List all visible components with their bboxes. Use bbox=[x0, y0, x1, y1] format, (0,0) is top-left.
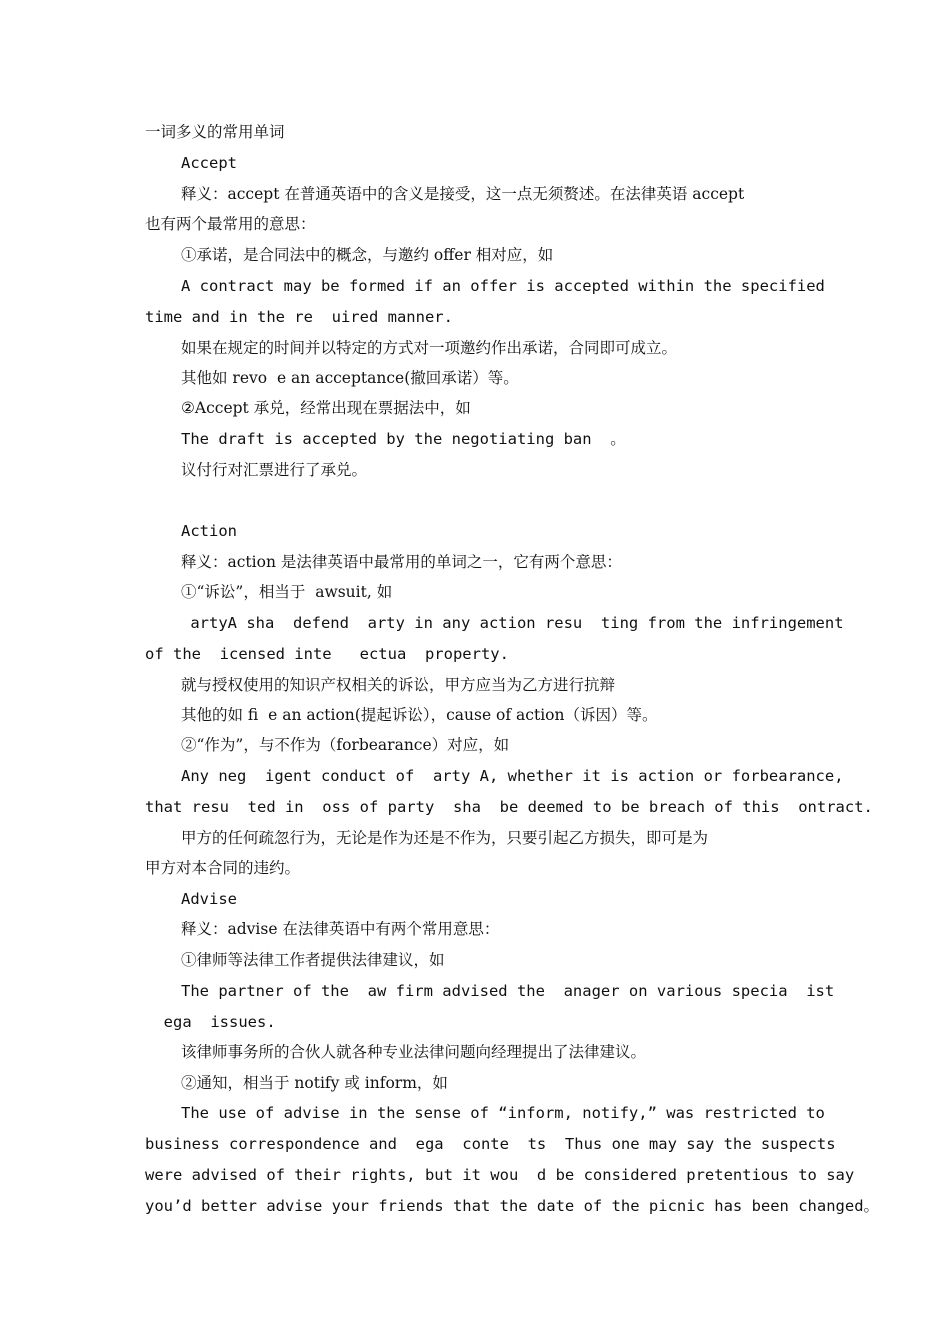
accept-translation-1: 如果在规定的时间并以特定的方式对一项邀约作出承诺，合同即可成立。 bbox=[181, 339, 678, 357]
advise-sense-1: ①律师等法律工作者提供法律建议，如 bbox=[181, 951, 445, 969]
accept-sense-2: ②Accept 承兑，经常出现在票据法中，如 bbox=[181, 399, 471, 417]
action-translation-2: 甲方的任何疏忽行为，无论是作为还是不作为，只要引起乙方损失，即可是为 bbox=[181, 829, 709, 847]
advise-example-2-line-4: you’d better advise your friends that the date of the picnic has been changed。 bbox=[145, 1197, 880, 1215]
action-example-1-continued: of the icensed inte ectua property. bbox=[145, 645, 509, 663]
advise-translation-1: 该律师事务所的合伙人就各种专业法律问题向经理提出了法律建议。 bbox=[181, 1043, 647, 1061]
action-example-1: artyA sha defend arty in any action resu ting from the infringement bbox=[181, 614, 844, 632]
entry-heading-accept: Accept bbox=[181, 154, 237, 172]
action-definition: 释义：action 是法律英语中最常用的单词之一，它有两个意思： bbox=[181, 553, 622, 571]
accept-definition-continued: 也有两个最常用的意思： bbox=[145, 215, 316, 233]
accept-example-1-continued: time and in the re uired manner. bbox=[145, 308, 453, 326]
entry-heading-action: Action bbox=[181, 522, 237, 540]
advise-example-2: The use of advise in the sense of “inform, notify,” was restricted to bbox=[181, 1104, 825, 1122]
accept-definition: 释义：accept 在普通英语中的含义是接受，这一点无须赘述。在法律英语 accept bbox=[181, 185, 745, 203]
action-sense-2: ②“作为”，与不作为（forbearance）对应，如 bbox=[181, 736, 510, 754]
accept-sense-1: ①承诺，是合同法中的概念，与邀约 offer 相对应，如 bbox=[181, 246, 554, 264]
advise-example-1: The partner of the aw firm advised the anager on various specia ist bbox=[181, 982, 835, 1000]
document-title: 一词多义的常用单词 bbox=[145, 123, 285, 141]
accept-example-2: The draft is accepted by the negotiating ban 。 bbox=[181, 430, 626, 448]
advise-sense-2: ②通知，相当于 notify 或 inform，如 bbox=[181, 1074, 448, 1092]
advise-definition: 释义：advise 在法律英语中有两个常用意思： bbox=[181, 920, 500, 938]
accept-note: 其他如 revo e an acceptance(撤回承诺）等。 bbox=[181, 369, 519, 387]
action-note: 其他的如 fi e an action(提起诉讼），cause of action（诉因）等。 bbox=[181, 706, 658, 724]
action-example-2-continued: that resu ted in oss of party sha be deemed to be breach of this ontract. bbox=[145, 798, 873, 816]
advise-example-2-line-3: were advised of their rights, but it wou d be considered pretentious to say bbox=[145, 1166, 855, 1184]
action-example-2: Any neg igent conduct of arty A, whether it is action or forbearance, bbox=[181, 767, 844, 785]
action-translation-2-continued: 甲方对本合同的违约。 bbox=[145, 859, 301, 877]
action-translation-1: 就与授权使用的知识产权相关的诉讼，甲方应当为乙方进行抗辩 bbox=[181, 676, 616, 694]
accept-translation-2: 议付行对汇票进行了承兑。 bbox=[181, 461, 368, 479]
accept-example-1: A contract may be formed if an offer is accepted within the specified bbox=[181, 277, 825, 295]
action-sense-1: ①“诉讼”，相当于 awsuit, 如 bbox=[181, 583, 393, 601]
advise-example-1-continued: ega issues. bbox=[145, 1013, 276, 1031]
entry-heading-advise: Advise bbox=[181, 890, 237, 908]
advise-example-2-line-2: business correspondence and ega conte ts Thus one may say the suspects bbox=[145, 1135, 836, 1153]
